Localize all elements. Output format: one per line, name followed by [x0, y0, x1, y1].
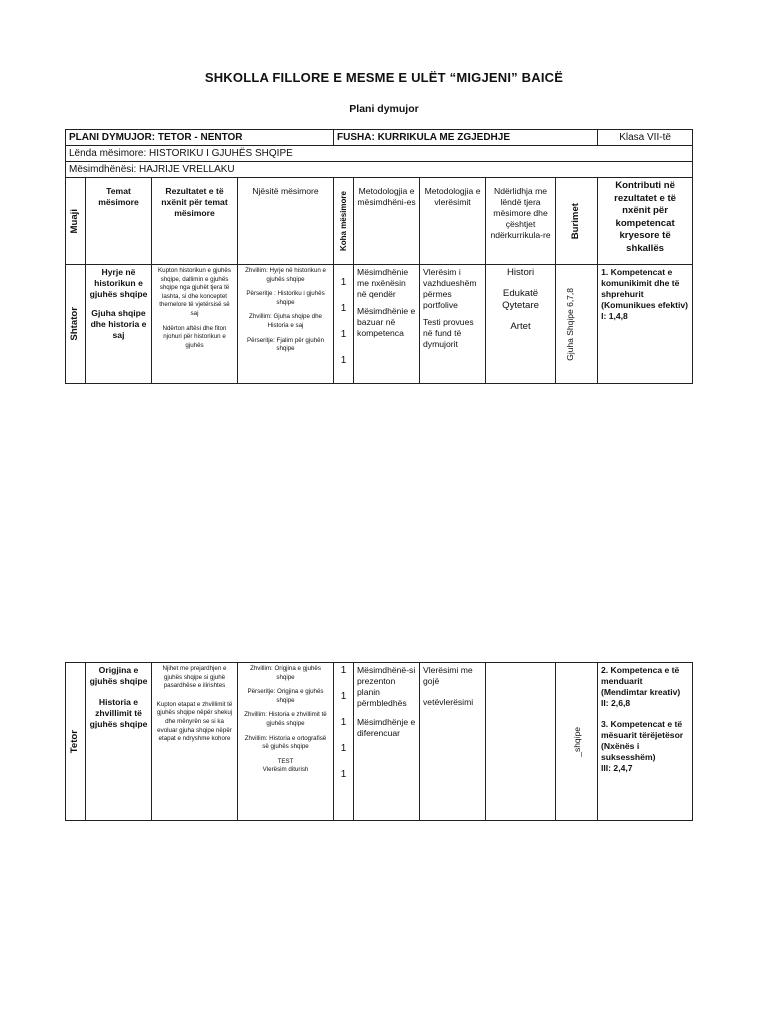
lesson-unit: Përseritje: Origjina e gjuhës shqipe	[247, 688, 324, 704]
test-label: TEST	[277, 757, 294, 765]
plan-period: PLANI DYMUJOR: TETOR - NENTOR	[66, 130, 334, 146]
header-links: Ndërlidhja me lëndë tjera mësimore dhe çështjet ndërkurrikula-re	[486, 178, 556, 265]
topic: Hyrje në historikun e gjuhës shqipe	[89, 267, 148, 299]
hours-value: 1	[340, 769, 347, 780]
lesson-unit: Përseritje: Fjalim për gjuhën shqipe	[246, 336, 325, 353]
document-subtitle: Plani dymujor	[349, 103, 419, 115]
hours-value: 1	[340, 355, 347, 366]
plan-table-page2	[65, 662, 693, 821]
assessment-method: Vlerësimi me gojë	[423, 665, 473, 686]
teaching-method: Mësimdhënie me nxënësin në qendër	[357, 267, 409, 299]
hours-value: 1	[340, 277, 347, 288]
lesson-unit: Përseritje : Historiku i gjuhës shqipe	[246, 290, 325, 306]
source-cell: _shqipe	[571, 726, 582, 757]
topic: Origjina e gjuhës shqipe	[89, 665, 148, 686]
competence-title: 3. Kompetencat e të mësuarit tërëjetësor	[601, 719, 684, 740]
teaching-method: Mësimdhënie e bazuar në kompetenca	[357, 306, 416, 338]
lesson-unit: Zhvillim: Historia e ortografisë së gjuhës shqipe	[244, 734, 327, 751]
header-units: Njësitë mësimore	[238, 178, 334, 265]
subject-row	[66, 146, 693, 162]
assessment-method: vetëvlerësimi	[423, 697, 474, 707]
teacher-label: Mësimdhënësi:	[69, 164, 137, 175]
learning-result: Ndërton aftësi dhe fiton njohuri për historikun e gjuhës	[162, 324, 227, 349]
header-assessment: Metodologjia e vlerësimit	[420, 178, 486, 265]
subject-value: HISTORIKU I GJUHËS SHQIPE	[149, 148, 293, 159]
header-results: Rezultatet e të nxënit për temat mësimore	[152, 178, 238, 265]
source-cell: Gjuha Shqipe 6,7,8	[564, 287, 575, 361]
competence-numbers: I: 1,4,8	[601, 311, 628, 321]
competence-subtitle: (Nxënës i suksesshëm)	[601, 741, 656, 762]
assessment-method: Vlerësim i vazhdueshëm përmes portfolive	[423, 267, 477, 310]
teacher-row	[66, 162, 693, 178]
learning-result: Njihet me prejardhjen e gjuhës shqipe si gjuhë pasardhëse e ilirishtes	[162, 665, 227, 690]
month-cell: Shtator	[69, 307, 81, 341]
grade-label: Klasa VII-të	[598, 130, 693, 146]
hours-value: 1	[340, 303, 347, 314]
hours-value: 1	[340, 665, 347, 676]
linked-subject: Histori	[506, 267, 535, 278]
header-time: Koha mësimore	[339, 190, 349, 252]
plan-table-page1	[65, 129, 693, 384]
hours-value: 1	[340, 691, 347, 702]
topic: Historia e zhvillimit të gjuhës shqipe	[89, 697, 148, 729]
competence-subtitle: (Mendimtar kreativ)	[601, 687, 681, 697]
assessment-method: Testi provues në fund të dymujorit	[423, 317, 474, 349]
hours-value: 1	[340, 743, 347, 754]
header-sources: Burimet	[570, 202, 582, 240]
links-empty-cell	[486, 663, 556, 821]
learning-result: Kupton historikun e gjuhës shqipe, dallimin e gjuhës shqipe nga gjuhët tjera të lashta, si dhe konceptet themelore të vjetërsisë së saj	[158, 267, 231, 317]
teacher-value: HAJRIJE VRELLAKU	[139, 164, 235, 175]
hours-value: 1	[340, 329, 347, 340]
linked-subject: Edukatë Qytetare	[502, 287, 539, 311]
competence-title: 2. Kompetenca e të menduarit	[601, 665, 680, 686]
field-label: FUSHA: KURRIKULA ME ZGJEDHJE	[334, 130, 598, 146]
topic: Gjuha shqipe dhe historia e saj	[90, 308, 147, 340]
header-contribution: Kontributi në rezultatet e të nxënit për kompetencat kryesore të shkallës	[598, 178, 693, 265]
test-value: Vlerësim diturish	[262, 766, 309, 774]
lesson-unit: Zhvillim: Historia e zhvillimit të gjuhës shqipe	[244, 711, 327, 727]
competence-title: 1. Kompetencat e komunikimit dhe të shprehurit	[601, 267, 680, 299]
teaching-method: Mësimdhënje e diferencuar	[357, 717, 416, 738]
teaching-method: Mësimdhënë-si prezenton planin përmbledhës	[357, 665, 416, 708]
competence-numbers: III: 2,4,7	[601, 763, 633, 773]
lesson-unit: Zhvillim: Origjina e gjuhës shqipe	[250, 665, 321, 681]
subject-label: Lënda mësimore:	[69, 148, 147, 159]
linked-subject: Artet	[510, 320, 531, 332]
header-topics: Temat mësimore	[86, 178, 152, 265]
competence-subtitle: (Komunikues efektiv)	[601, 300, 688, 310]
header-month: Muaji	[69, 208, 81, 234]
document-title: SHKOLLA FILLORE E MESME E ULËT “MIGJENI” BAICË	[204, 70, 564, 85]
lesson-unit: Zhvillim: Hyrje në historikun e gjuhës shqipe	[245, 267, 326, 283]
header-teaching: Metodologjia e mësimdhëni-es	[354, 178, 420, 265]
learning-result: Kupton etapat e zhvillimit të gjuhës shqipe nëpër shekuj dhe mënyrën se si ka evoluar gjuha shqipe nëpër etapat e ndryshme kohore	[156, 700, 233, 743]
lesson-unit: Zhvillim: Gjuha shqipe dhe Historia e saj	[249, 313, 322, 329]
competence-numbers: II: 2,6,8	[601, 698, 631, 708]
month-cell: Tetor	[69, 729, 81, 754]
hours-value: 1	[340, 717, 347, 728]
